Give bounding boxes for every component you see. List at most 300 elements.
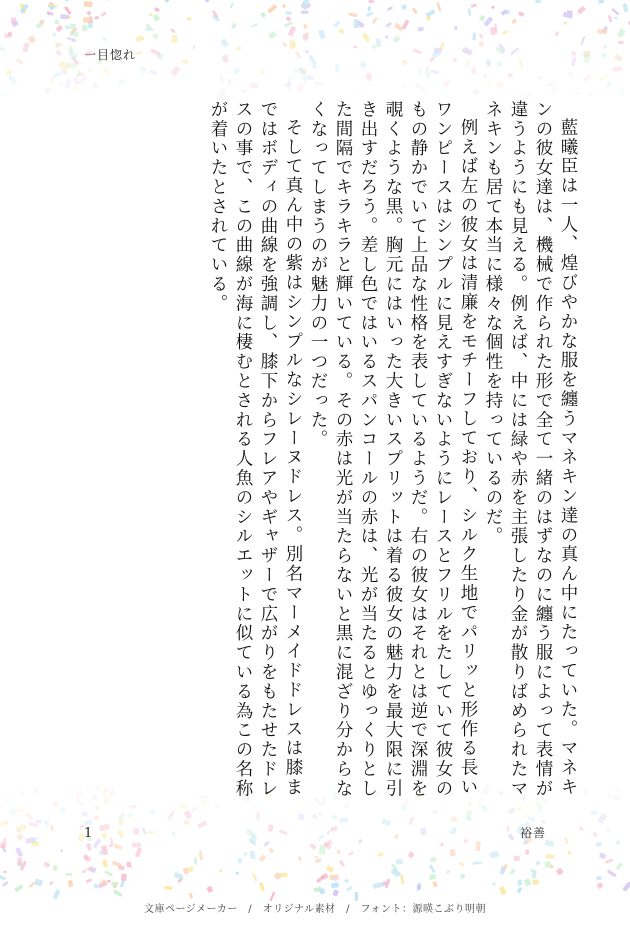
confetti-piece [386,22,393,28]
confetti-piece [535,860,540,866]
confetti-piece [183,810,192,820]
confetti-piece [571,51,577,57]
confetti-piece [408,816,414,825]
confetti-piece [2,91,10,96]
confetti-piece [136,35,145,42]
confetti-piece [387,6,393,11]
confetti-piece [575,91,581,96]
confetti-piece [308,76,314,80]
confetti-piece [384,35,388,39]
confetti-piece [55,50,62,56]
confetti-piece [237,858,243,864]
confetti-piece [605,858,614,864]
confetti-piece [233,67,241,74]
confetti-piece [318,834,324,841]
confetti-piece [401,59,408,66]
confetti-piece [592,832,598,838]
confetti-piece [346,886,352,892]
confetti-piece [314,82,324,86]
confetti-piece [52,71,62,79]
confetti-piece [599,0,605,3]
confetti-piece [88,67,93,72]
confetti-piece [546,854,555,859]
confetti-piece [181,59,189,65]
confetti-piece [578,826,584,832]
confetti-piece [430,70,440,75]
footer-credit: 文庫ページメーカー / オリジナル素材 / フォント：源暎こぶり明朝 [143,904,487,915]
confetti-piece [286,16,292,22]
confetti-piece [476,841,481,851]
confetti-piece [532,879,539,885]
confetti-piece [526,91,533,98]
confetti-piece [19,60,22,64]
confetti-piece [612,66,622,72]
confetti-piece [454,26,458,31]
confetti-piece [535,0,541,3]
confetti-piece [337,849,341,854]
confetti-piece [252,873,257,882]
confetti-piece [517,887,523,894]
confetti-piece [567,850,572,855]
confetti-piece [538,76,542,80]
confetti-piece [468,8,471,16]
confetti-piece [35,820,42,824]
confetti-piece [420,86,427,92]
confetti-piece [243,852,248,857]
confetti-piece [400,875,405,885]
confetti-piece [583,788,587,796]
confetti-piece [101,832,108,840]
confetti-piece [442,88,449,94]
confetti-piece [443,80,451,88]
confetti-piece [308,55,316,65]
confetti-piece [372,17,378,24]
confetti-piece [149,13,153,16]
confetti-piece [0,874,6,881]
confetti-piece [430,857,437,863]
confetti-piece [118,865,124,870]
confetti-piece [554,31,559,37]
confetti-piece [516,93,525,97]
confetti-piece [311,813,318,820]
confetti-piece [53,889,61,899]
confetti-piece [497,61,502,67]
confetti-piece [54,19,59,25]
confetti-piece [0,820,9,826]
confetti-piece [193,45,196,50]
confetti-piece [525,849,530,855]
confetti-piece [588,92,594,97]
confetti-piece [332,889,339,896]
confetti-piece [282,42,287,47]
confetti-piece [459,862,464,866]
confetti-piece [339,860,345,867]
confetti-piece [230,3,234,9]
confetti-piece [483,73,487,77]
confetti-piece [64,6,72,15]
confetti-piece [101,12,107,17]
confetti-piece [368,0,374,3]
confetti-piece [250,83,258,88]
confetti-piece [417,884,422,889]
confetti-piece [188,866,194,872]
confetti-piece [472,88,480,96]
confetti-piece [499,866,505,875]
confetti-piece [296,83,305,93]
confetti-piece [99,824,110,831]
confetti-piece [49,881,53,886]
confetti-piece [67,37,77,43]
confetti-piece [25,812,33,820]
confetti-piece [152,33,159,40]
confetti-piece [489,851,499,859]
confetti-piece [149,69,157,76]
confetti-piece [518,11,524,17]
confetti-piece [367,6,371,11]
confetti-piece [288,26,297,37]
confetti-piece [17,830,21,834]
confetti-piece [102,68,110,76]
confetti-piece [129,805,136,808]
confetti-piece [197,821,207,829]
confetti-piece [222,55,228,63]
confetti-piece [608,794,612,800]
confetti-piece [259,855,266,863]
confetti-piece [5,69,13,76]
confetti-piece [366,11,373,17]
confetti-piece [117,829,124,838]
confetti-piece [173,872,183,880]
confetti-piece [556,867,564,875]
confetti-piece [472,67,477,74]
confetti-piece [421,828,427,835]
confetti-piece [93,838,101,848]
confetti-piece [14,884,23,892]
confetti-piece [516,806,522,811]
confetti-piece [440,842,444,847]
confetti-piece [121,873,127,881]
confetti-piece [71,84,79,92]
confetti-piece [104,870,113,876]
confetti-piece [268,847,274,853]
confetti-piece [568,71,573,76]
author-name: 裕善 [520,826,547,840]
confetti-piece [506,825,509,832]
confetti-piece [65,25,70,31]
paragraph: 例えば左の彼女は清廉をモチーフしており、シルク生地でパリッと形作る長いワンピースはシンプルに見えすぎないようにレースとフリルをたしていて彼女のもの静かでいて上品な性格を表しているようだ。右の彼女はそれとは逆で深淵を覗くような黒。胸元にはいった大きいスプリットは着る彼女の魅力を最大限に引き出すだろう。差し色ではいるスパンコールの赤は、光が当たるとゆっくりとした間隔でキラキラと輝いている。その赤は光が当たらないと黒に混ざり分からなくなってしまうのが魅力の一つだった。 [308,100,478,799]
confetti-piece [353,45,358,48]
confetti-piece [259,69,264,76]
confetti-piece [479,33,483,39]
confetti-piece [242,89,246,93]
confetti-piece [373,882,384,889]
confetti-piece [314,855,318,858]
confetti-piece [511,18,517,24]
confetti-piece [596,882,603,889]
confetti-piece [189,893,193,899]
confetti-piece [401,804,405,811]
confetti-piece [249,851,255,860]
confetti-piece [28,35,37,44]
confetti-piece [338,28,345,34]
confetti-piece [418,67,422,76]
confetti-piece [219,868,223,873]
confetti-piece [142,827,147,835]
confetti-piece [319,845,326,855]
confetti-piece [330,826,338,832]
confetti-piece [139,66,146,74]
confetti-piece [622,3,628,12]
confetti-piece [107,880,111,883]
confetti-piece [510,868,516,874]
confetti-piece [65,79,72,89]
confetti-piece [339,817,349,823]
confetti-piece [358,839,363,844]
confetti-piece [597,813,607,824]
confetti-piece [205,0,210,3]
confetti-piece [577,6,586,15]
confetti-piece [15,847,23,857]
confetti-piece [372,44,377,49]
confetti-piece [600,74,609,82]
confetti-piece [82,869,87,874]
confetti-piece [183,820,189,825]
confetti-piece [607,869,617,877]
confetti-piece [251,23,258,27]
confetti-piece [508,833,515,840]
confetti-piece [446,870,450,874]
confetti-piece [93,82,99,89]
confetti-piece [133,828,139,834]
confetti-piece [353,19,358,28]
confetti-piece [285,11,292,15]
confetti-piece [85,878,92,883]
confetti-piece [299,814,304,820]
confetti-piece [564,837,568,844]
confetti-piece [318,29,326,39]
confetti-piece [135,51,143,55]
confetti-piece [45,88,51,93]
confetti-piece [463,838,469,843]
confetti-piece [43,861,50,867]
confetti-piece [449,849,456,857]
confetti-piece [596,842,603,847]
confetti-piece [360,61,368,69]
confetti-piece [149,808,156,815]
confetti-piece [622,882,630,892]
confetti-piece [528,816,533,819]
confetti-piece [298,856,302,862]
confetti-piece [53,865,58,871]
confetti-piece [60,849,63,853]
confetti-piece [598,29,608,34]
confetti-piece [81,811,88,817]
confetti-piece [293,42,296,48]
confetti-piece [326,865,335,873]
confetti-piece [191,806,198,812]
confetti-piece [608,15,613,22]
confetti-piece [206,886,213,893]
paragraph: そして真ん中の紫はシンプルなシレーヌドレス。別名マーメイドドレスは膝まではボディの曲線を強調し、膝下からフレアやギャザーで広がりをもたせたドレスの事で、この曲線が海に棲むとされる人魚のシルエットに似ている為この名称が着いたとされている。 [208,100,303,799]
confetti-piece [395,859,402,865]
confetti-piece [66,873,73,875]
confetti-piece [327,830,330,835]
confetti-piece [84,1,92,7]
confetti-piece [508,73,513,77]
confetti-piece [491,6,494,9]
confetti-piece [231,23,237,29]
confetti-piece [43,819,49,826]
confetti-piece [437,2,442,11]
confetti-piece [126,862,131,868]
confetti-piece [415,83,421,89]
confetti-piece [164,886,172,890]
confetti-piece [102,36,107,41]
confetti-piece [487,81,493,87]
confetti-piece [183,867,190,874]
confetti-piece [9,808,17,816]
confetti-piece [170,28,176,33]
confetti-piece [147,831,154,834]
confetti-piece [52,32,56,36]
confetti-piece [15,824,26,832]
confetti-piece [33,787,40,795]
confetti-piece [452,57,458,63]
confetti-piece [394,23,403,32]
confetti-piece [268,824,275,832]
confetti-piece [282,4,287,9]
confetti-piece [60,807,66,813]
confetti-piece [87,11,92,16]
confetti-piece [524,878,532,886]
confetti-piece [84,820,92,825]
confetti-piece [315,858,322,863]
confetti-piece [401,4,407,10]
confetti-piece [402,83,408,89]
confetti-piece [616,787,623,794]
page-header-title: 一目惚れ [84,48,137,62]
confetti-piece [358,87,362,91]
confetti-piece [432,881,438,887]
confetti-piece [17,833,24,840]
confetti-piece [60,14,69,19]
confetti-piece [429,864,436,873]
confetti-piece [3,870,8,873]
confetti-piece [331,815,337,820]
confetti-piece [599,852,607,860]
confetti-piece [471,3,477,8]
confetti-piece [590,811,597,815]
confetti-piece [236,46,242,51]
confetti-piece [113,843,122,850]
confetti-piece [295,51,301,59]
confetti-piece [417,27,423,32]
confetti-piece [16,808,25,812]
confetti-piece [580,36,585,46]
confetti-piece [154,7,160,12]
confetti-piece [510,47,519,55]
confetti-piece [451,816,457,822]
confetti-piece [68,880,74,888]
confetti-piece [462,47,473,56]
confetti-piece [135,847,142,857]
confetti-piece [56,25,64,33]
confetti-piece [301,11,309,14]
confetti-piece [263,841,270,847]
confetti-piece [583,75,592,82]
confetti-piece [502,30,508,35]
confetti-piece [460,874,465,879]
confetti-piece [331,882,339,888]
confetti-piece [3,838,6,843]
confetti-piece [551,85,559,93]
confetti-piece [334,21,341,28]
confetti-piece [603,44,608,49]
confetti-piece [606,828,610,832]
confetti-piece [618,41,623,44]
confetti-piece [78,76,87,84]
confetti-piece [375,38,381,47]
confetti-piece [2,881,8,887]
confetti-piece [0,46,5,51]
confetti-piece [412,7,418,14]
confetti-piece [235,872,239,876]
confetti-piece [616,862,623,870]
page-number: 1 [84,826,93,841]
confetti-piece [614,17,618,20]
confetti-piece [172,831,176,835]
confetti-piece [318,812,322,815]
confetti-piece [279,829,288,835]
confetti-piece [256,812,260,820]
confetti-piece [228,79,231,86]
confetti-piece [17,858,22,866]
confetti-piece [348,12,357,17]
confetti-piece [571,57,577,67]
confetti-piece [377,852,384,857]
confetti-piece [345,879,349,882]
confetti-piece [170,66,180,77]
confetti-piece [366,73,371,81]
confetti-piece [426,9,436,17]
confetti-piece [614,54,623,62]
confetti-piece [194,858,197,865]
confetti-piece [302,69,307,75]
confetti-piece [22,42,30,52]
confetti-piece [93,883,99,889]
confetti-piece [425,69,430,79]
confetti-piece [429,874,436,880]
confetti-piece [87,867,92,871]
confetti-piece [167,810,175,820]
confetti-piece [611,8,619,16]
confetti-piece [72,77,79,86]
confetti-piece [303,24,308,30]
confetti-piece [619,88,625,96]
confetti-piece [220,75,224,83]
confetti-piece [113,890,123,897]
confetti-piece [472,861,482,865]
confetti-piece [393,833,399,839]
confetti-piece [519,59,524,69]
confetti-piece [86,843,92,851]
confetti-piece [432,809,438,814]
confetti-piece [312,64,318,70]
confetti-piece [64,0,70,2]
confetti-piece [157,54,164,60]
confetti-piece [171,35,178,43]
confetti-piece [199,851,203,861]
